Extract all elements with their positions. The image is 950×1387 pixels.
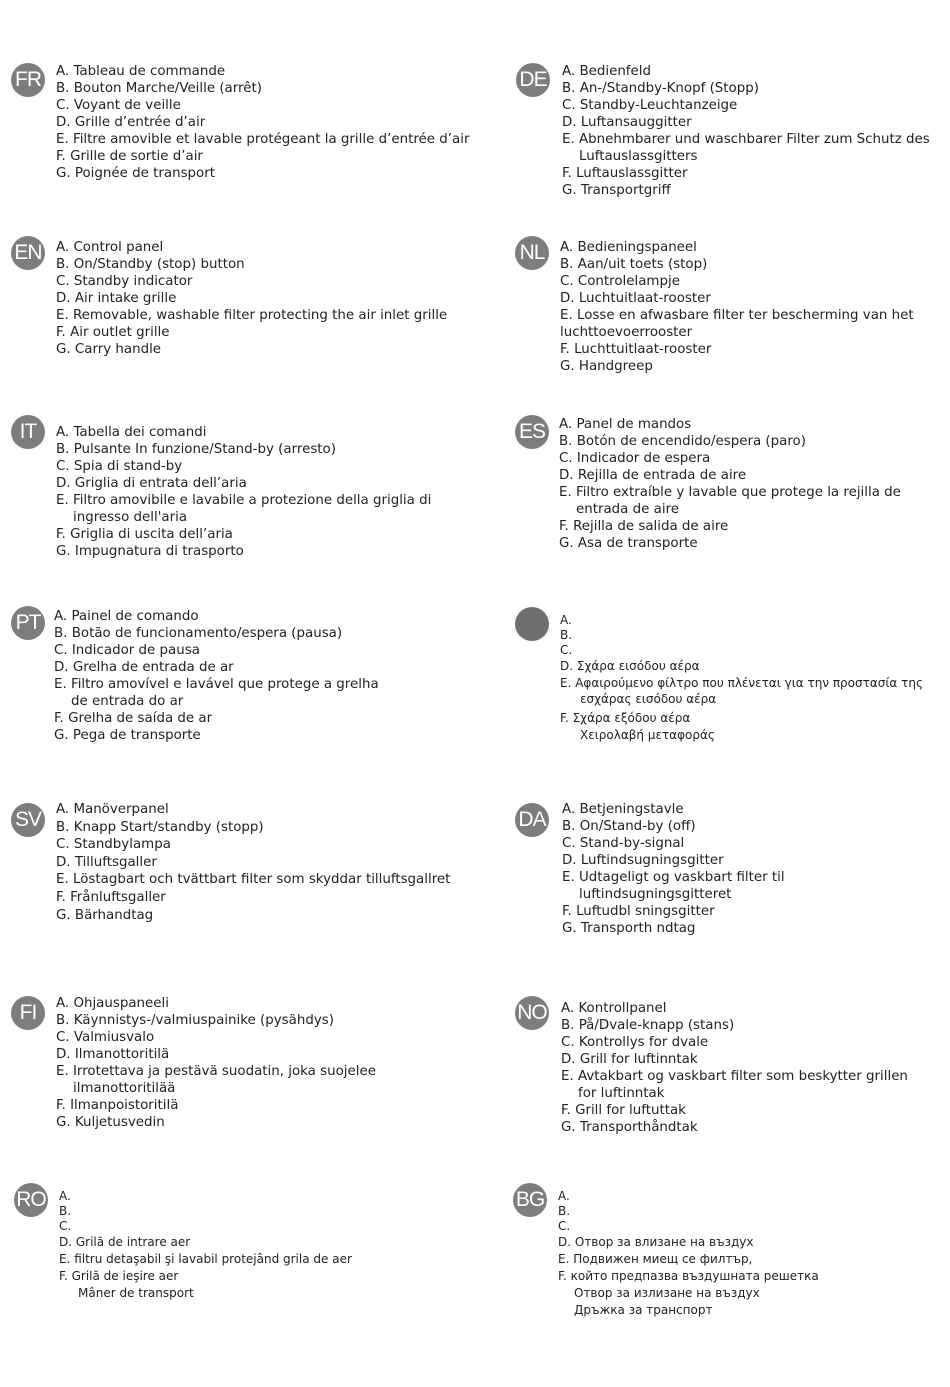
list-item: A. Manöverpanel <box>56 802 169 817</box>
list-item: C. Controlelampje <box>560 274 680 289</box>
list-item: Mâner de transport <box>78 1286 194 1300</box>
list-item: G. Bärhandtag <box>56 907 154 923</box>
list-item: D. Отвор за влизане на въздух <box>558 1235 754 1249</box>
list-item: F. Grill for luftuttak <box>561 1103 686 1118</box>
list-item: B. <box>558 1204 571 1218</box>
list-item: E. Löstagbart och tvättbart filter som skyddar tilluftsgallret <box>56 872 451 888</box>
language-badge-da: DA <box>515 803 549 837</box>
list-item: A. <box>558 1189 570 1203</box>
list-item: E. Filtro amovível e lavável que protege a grelha <box>54 677 379 692</box>
list-item: ingresso dell'aria <box>73 510 188 525</box>
list-item: C. Valmiusvalo <box>56 1030 155 1045</box>
parts-list-ro <box>59 1189 352 1302</box>
list-item: C. <box>560 643 573 657</box>
parts-list-sv <box>56 801 450 924</box>
list-item: G. Poignée de transport <box>56 166 215 181</box>
list-item: E. Avtakbart og vaskbart filter som beskytter grillen <box>561 1069 908 1084</box>
list-item: de entrada do ar <box>71 694 184 709</box>
list-item: B. Botón de encendido/espera (paro) <box>559 434 806 449</box>
parts-list-nl <box>560 239 914 375</box>
list-item: E. Removable, washable filter protecting the air inlet grille <box>56 308 448 323</box>
list-item: A. Bedienfeld <box>562 64 651 79</box>
list-item: G. Carry handle <box>56 342 162 357</box>
parts-list-no <box>561 1000 908 1136</box>
list-item: D. Σχάρα εισόδου αέρα <box>560 659 700 673</box>
list-item: B. On/Standby (stop) button <box>56 257 245 272</box>
list-item: C. Voyant de veille <box>56 98 181 113</box>
parts-list-es <box>559 416 901 552</box>
list-item: G. Pega de transporte <box>54 728 201 743</box>
list-item: entrada de aire <box>576 502 680 517</box>
list-item: C. Indicador de pausa <box>54 643 200 658</box>
parts-list-it <box>56 424 431 560</box>
list-item: luchttoevoerrooster <box>560 325 693 340</box>
list-item: E. Abnehmbarer und waschbarer Filter zum Schutz des <box>562 132 930 147</box>
list-item: B. On/Stand-by (off) <box>562 819 696 834</box>
list-item: D. Rejilla de entrada de aire <box>559 468 747 483</box>
language-badge-pt: PT <box>11 606 45 640</box>
list-item: E. Подвижен миещ се филтър, <box>558 1252 753 1266</box>
list-item: A. Ohjauspaneeli <box>56 996 169 1011</box>
list-item: A. Control panel <box>56 240 164 255</box>
list-item: C. Standby-Leuchtanzeige <box>562 98 738 113</box>
list-item: A. <box>560 613 572 627</box>
list-item: C. Indicador de espera <box>559 451 711 466</box>
list-item: A. Painel de comando <box>54 609 199 624</box>
list-item: F. Σχάρα εξόδου αέρα <box>560 711 691 725</box>
list-item: A. Panel de mandos <box>559 417 692 432</box>
list-item: D. Ilmanottoritilä <box>56 1047 170 1062</box>
list-item: B. Bouton Marche/Veille (arrêt) <box>56 81 262 96</box>
list-item: F. Luftauslassgitter <box>562 166 688 181</box>
parts-list-pt <box>54 608 379 744</box>
list-item: for luftinntak <box>578 1086 665 1101</box>
list-item: E. Αφαιρούμενο φίλτρο που πλένεται για την προστασία της <box>560 676 924 690</box>
list-item: D. Luchtuitlaat-rooster <box>560 291 711 306</box>
parts-list-de <box>562 63 930 199</box>
list-item: B. Botão de funcionamento/espera (pausa) <box>54 626 343 641</box>
language-badge-nl: NL <box>515 236 549 270</box>
language-badge-es: ES <box>515 415 549 449</box>
list-item: G. Kuljetusvedin <box>56 1115 165 1130</box>
list-item: B. Aan/uit toets (stop) <box>560 257 708 272</box>
list-item: A. <box>59 1189 71 1203</box>
language-badge-fr: FR <box>11 63 45 97</box>
list-item: D. Tilluftsgaller <box>56 854 157 870</box>
parts-list-bg <box>558 1189 819 1319</box>
list-item: luftindsugningsgitteret <box>579 887 732 902</box>
list-item: B. Pulsante In funzione/Stand-by (arresto) <box>56 442 336 457</box>
list-item: F. Air outlet grille <box>56 325 170 340</box>
list-item: A. Tabella dei comandi <box>56 425 207 440</box>
list-item: A. Kontrollpanel <box>561 1001 667 1016</box>
list-item: C. Standbylampa <box>56 837 171 853</box>
language-badge-ro: RO <box>14 1183 48 1217</box>
list-item: A. Bedieningspaneel <box>560 240 697 255</box>
list-item: F. Grelha de saída de ar <box>54 711 213 726</box>
list-item: Χειρολαβή μεταφοράς <box>580 728 715 742</box>
list-item: C. Standby indicator <box>56 274 193 289</box>
list-item: D. Grille d’entrée d’air <box>56 115 206 130</box>
list-item: C. <box>558 1219 571 1233</box>
list-item: D. Luftindsugningsgitter <box>562 853 724 868</box>
list-item: E. Udtageligt og vaskbart filter til <box>562 870 785 885</box>
list-item: B. Käynnistys-/valmiuspainike (pysähdys) <box>56 1013 334 1028</box>
parts-list-el <box>560 613 923 744</box>
parts-list-fi <box>56 995 376 1131</box>
list-item: G. Transporthåndtak <box>561 1120 698 1135</box>
list-item: F. Ilmanpoistoritilä <box>56 1098 179 1113</box>
list-item: C. Kontrollys for dvale <box>561 1035 709 1050</box>
parts-list-en <box>56 239 447 358</box>
list-item: F. Frånluftsgaller <box>56 889 166 905</box>
list-item: B. <box>59 1204 72 1218</box>
list-item: D. Grelha de entrada de ar <box>54 660 234 675</box>
list-item: F. Luftudbl sningsgitter <box>562 904 715 919</box>
language-badge-fi: FI <box>11 996 45 1030</box>
list-item: B. På/Dvale-knapp (stans) <box>561 1018 735 1033</box>
list-item: D. Griglia di entrata dell’aria <box>56 476 247 491</box>
list-item: B. <box>560 628 573 642</box>
list-item: E. Losse en afwasbare filter ter bescherming van het <box>560 308 914 323</box>
list-item: F. Luchttuitlaat-rooster <box>560 342 712 357</box>
list-item: E. Filtre amovible et lavable protégeant la grille d’entrée d’air <box>56 132 470 147</box>
list-item: G. Impugnatura di trasporto <box>56 544 244 559</box>
list-item: F. който предпазва въздушната решетка <box>558 1269 819 1283</box>
list-item: D. Grilă de intrare aer <box>59 1235 191 1249</box>
list-item: D. Grill for luftinntak <box>561 1052 698 1067</box>
language-badge-en: EN <box>11 236 45 270</box>
list-item: Отвор за излизане на въздух <box>574 1286 760 1300</box>
list-item: D. Luftansauggitter <box>562 115 692 130</box>
list-item: G. Transporth ndtag <box>562 921 696 936</box>
list-item: E. Filtro extraíble y lavable que protege la rejilla de <box>559 485 901 500</box>
list-item: G. Handgreep <box>560 359 653 374</box>
language-badge-bg: BG <box>513 1183 547 1217</box>
parts-list-da <box>562 801 785 937</box>
list-item: B. Knapp Start/standby (stopp) <box>56 819 264 835</box>
list-item: Дръжка за транспорт <box>574 1303 713 1317</box>
list-item: F. Griglia di uscita dell’aria <box>56 527 233 542</box>
list-item: C. Spia di stand-by <box>56 459 183 474</box>
list-item: F. Grilă de ieşire aer <box>59 1269 179 1283</box>
list-item: A. Tableau de commande <box>56 64 226 79</box>
language-badge-it: IT <box>11 415 45 449</box>
list-item: F. Rejilla de salida de aire <box>559 519 729 534</box>
list-item: E. Filtro amovibile e lavabile a protezione della griglia di <box>56 493 432 508</box>
list-item: C. <box>59 1219 72 1233</box>
language-badge-sv: SV <box>11 803 45 837</box>
list-item: D. Air intake grille <box>56 291 177 306</box>
list-item: A. Betjeningstavle <box>562 802 684 817</box>
language-badge-no: NO <box>515 996 549 1030</box>
list-item: G. Transportgriff <box>562 183 671 198</box>
list-item: E. Irrotettava ja pestävä suodatin, joka suojelee <box>56 1064 376 1079</box>
parts-list-fr <box>56 63 469 182</box>
list-item: ilmanottoritilää <box>73 1081 176 1096</box>
list-item: E. filtru detaşabil şi lavabil protejând grila de aer <box>59 1252 352 1266</box>
list-item: F. Grille de sortie d’air <box>56 149 203 164</box>
language-badge-de: DE <box>516 63 550 97</box>
list-item: Luftauslassgitters <box>579 149 698 164</box>
list-item: B. An-/Standby-Knopf (Stopp) <box>562 81 759 96</box>
list-item: G. Asa de transporte <box>559 536 698 551</box>
list-item: εσχάρας εισόδου αέρα <box>580 692 717 706</box>
language-badge-el <box>515 607 549 641</box>
list-item: C. Stand-by-signal <box>562 836 685 851</box>
